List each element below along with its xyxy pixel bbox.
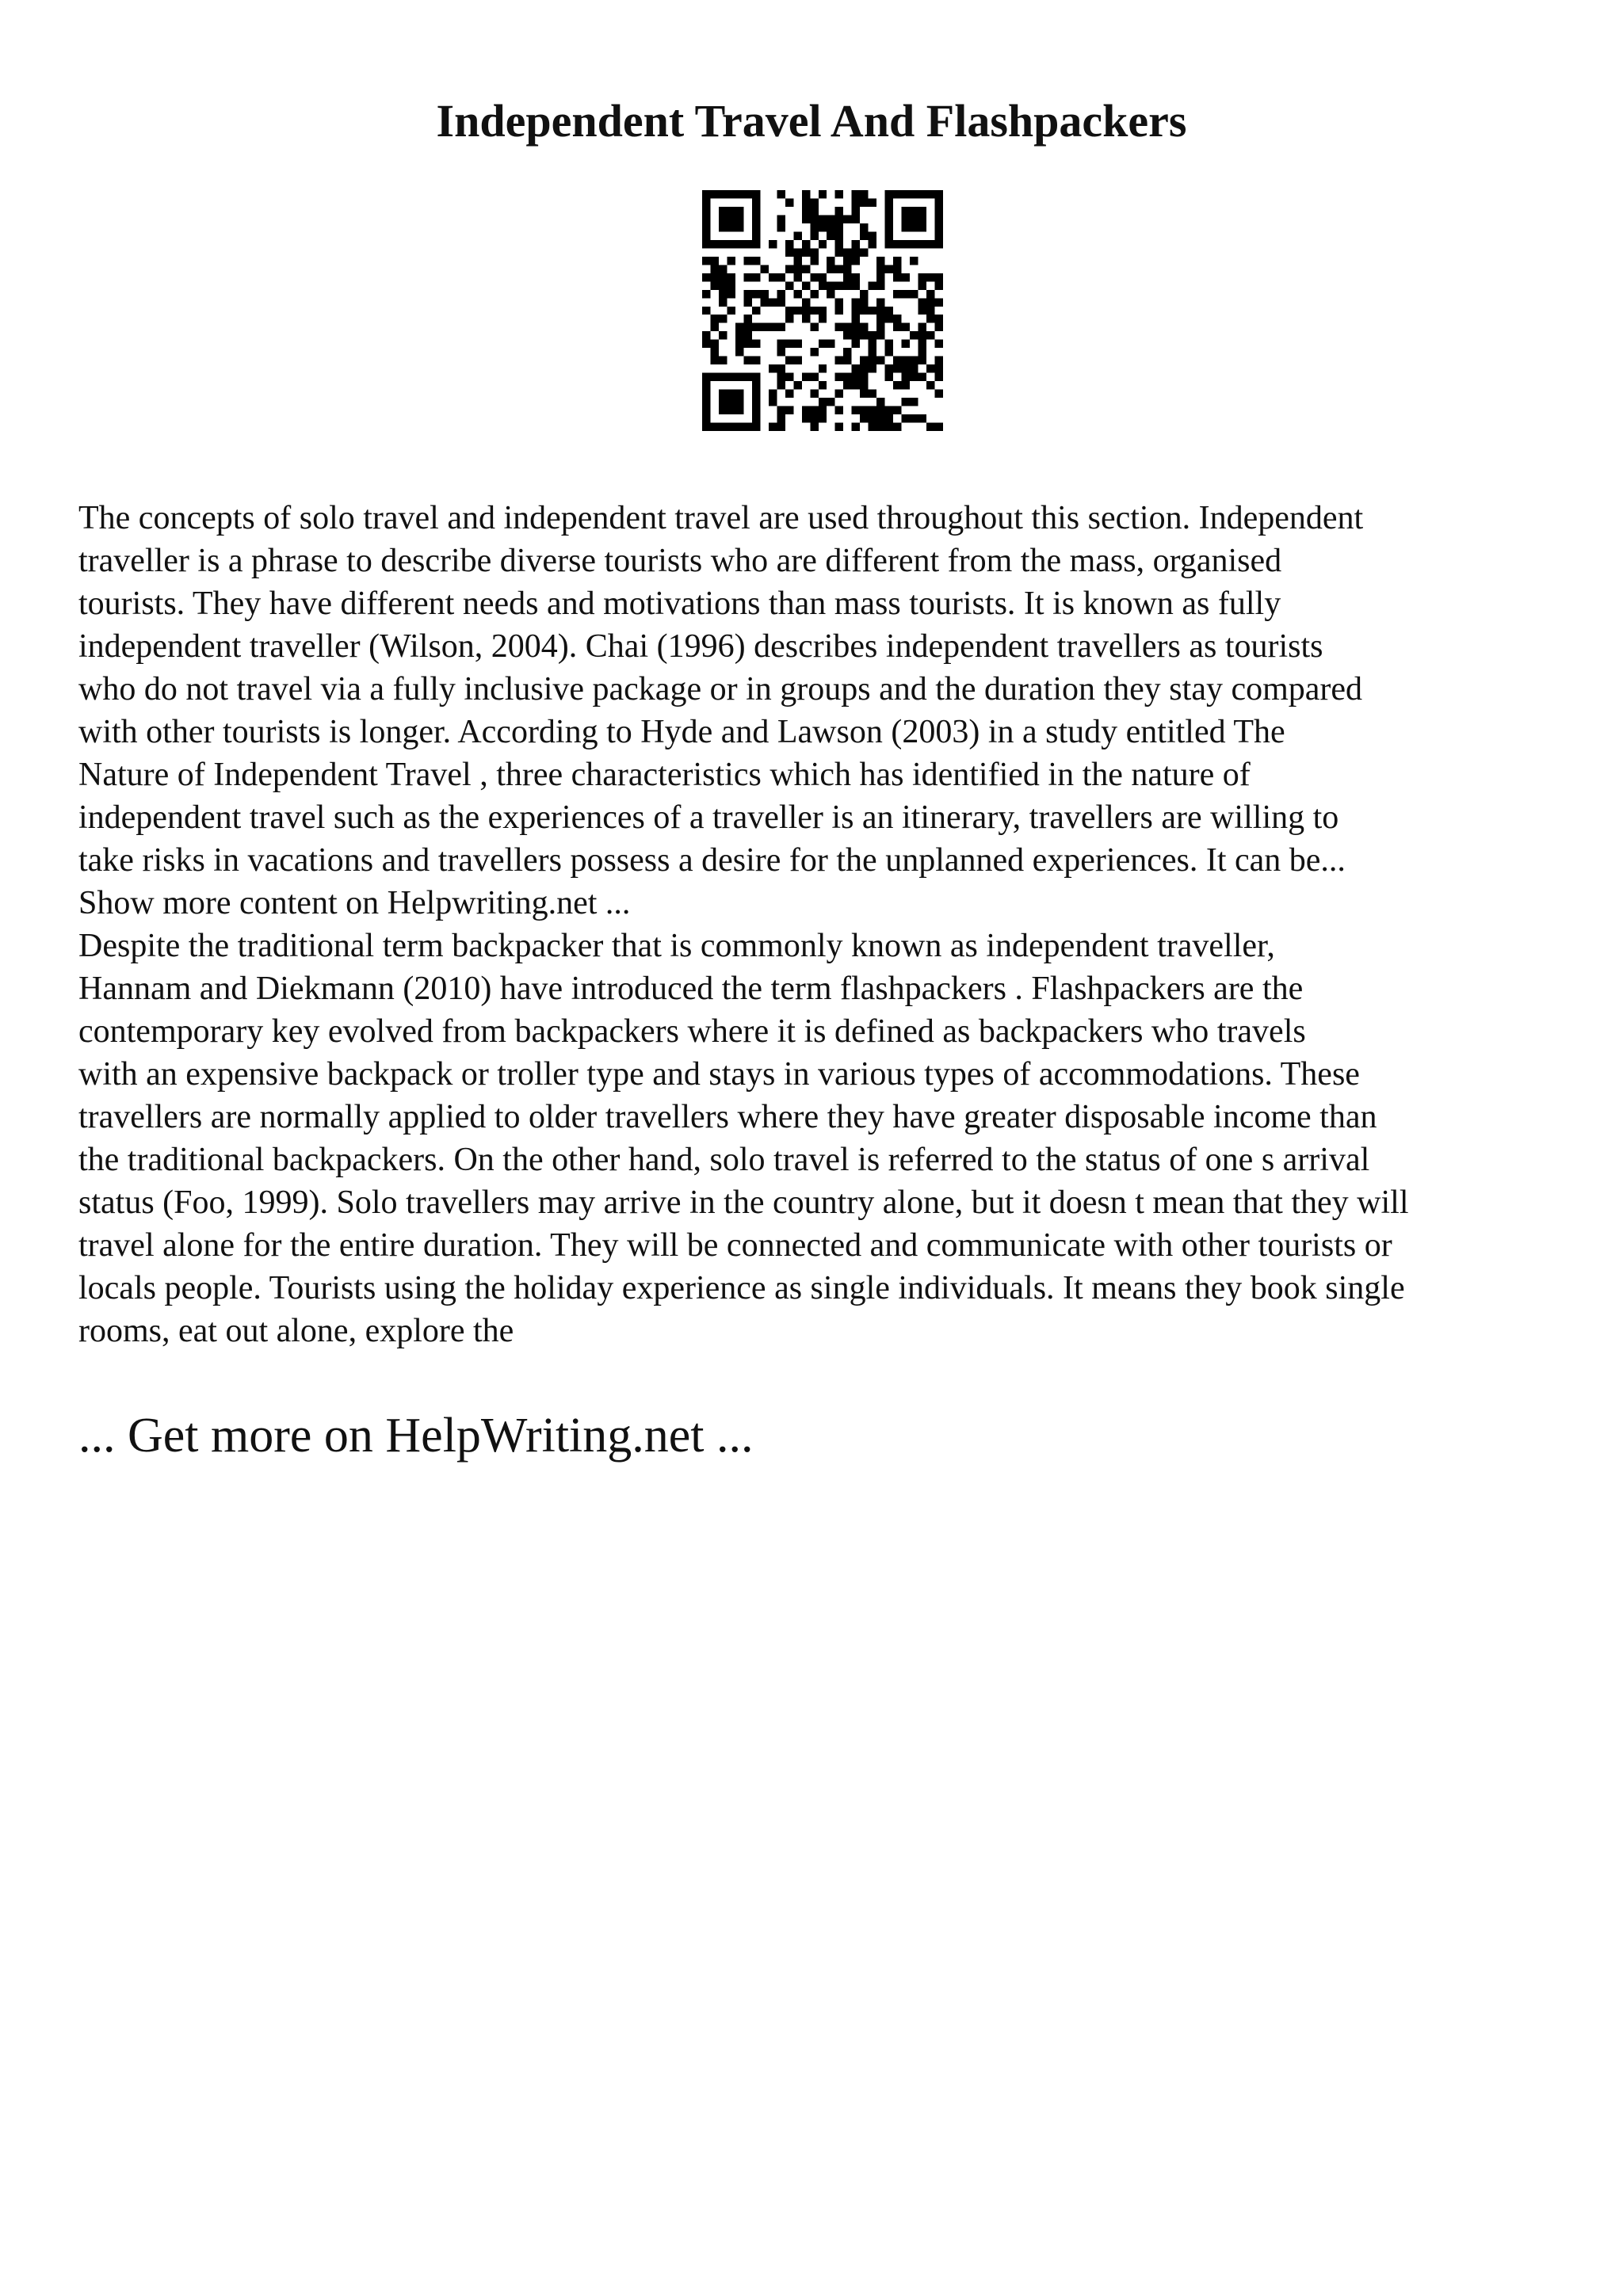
body-line: contemporary key evolved from backpackers where it is defined as backpackers who travels bbox=[78, 1013, 1306, 1050]
body-line: Nature of Independent Travel , three characteristics which has identified in the nature of bbox=[78, 757, 1251, 793]
get-more-link[interactable]: ... Get more on HelpWriting.net ... bbox=[78, 1409, 754, 1463]
qr-code-image bbox=[702, 190, 943, 431]
body-line: with an expensive backpack or troller type and stays in various types of accommodations. These bbox=[78, 1056, 1360, 1093]
body-line: travel alone for the entire duration. They will be connected and communicate with other tourists or bbox=[78, 1227, 1392, 1264]
body-line: The concepts of solo travel and independent travel are used throughout this section. Independent bbox=[78, 500, 1364, 536]
body-line: independent traveller (Wilson, 2004). Chai (1996) describes independent travellers as tourists bbox=[78, 628, 1323, 665]
qr-code-icon bbox=[702, 190, 943, 431]
body-line: rooms, eat out alone, explore the bbox=[78, 1313, 514, 1349]
page-title: Independent Travel And Flashpackers bbox=[436, 95, 1187, 147]
body-line: traveller is a phrase to describe diverse tourists who are different from the mass, organised bbox=[78, 543, 1282, 579]
body-line: travellers are normally applied to older travellers where they have greater disposable income than bbox=[78, 1099, 1377, 1135]
body-line: tourists. They have different needs and motivations than mass tourists. It is known as fully bbox=[78, 585, 1281, 622]
body-line: independent travel such as the experiences of a traveller is an itinerary, travellers are willing to bbox=[78, 799, 1339, 836]
body-line: the traditional backpackers. On the other hand, solo travel is referred to the status of one s arrival bbox=[78, 1142, 1370, 1178]
body-line: Despite the traditional term backpacker that is commonly known as independent traveller, bbox=[78, 928, 1275, 964]
body-line: locals people. Tourists using the holiday experience as single individuals. It means they book single bbox=[78, 1270, 1405, 1306]
body-text bbox=[78, 497, 1568, 1352]
body-line: who do not travel via a fully inclusive package or in groups and the duration they stay compared bbox=[78, 671, 1363, 707]
body-line: with other tourists is longer. According to Hyde and Lawson (2003) in a study entitled The bbox=[78, 714, 1285, 750]
show-more-link[interactable]: Show more content on Helpwriting.net ... bbox=[78, 885, 631, 921]
body-line: take risks in vacations and travellers possess a desire for the unplanned experiences. It can be... bbox=[78, 842, 1346, 879]
body-line: Hannam and Diekmann (2010) have introduced the term flashpackers . Flashpackers are the bbox=[78, 971, 1304, 1007]
body-line: status (Foo, 1999). Solo travellers may arrive in the country alone, but it doesn t mean that they will bbox=[78, 1184, 1409, 1221]
